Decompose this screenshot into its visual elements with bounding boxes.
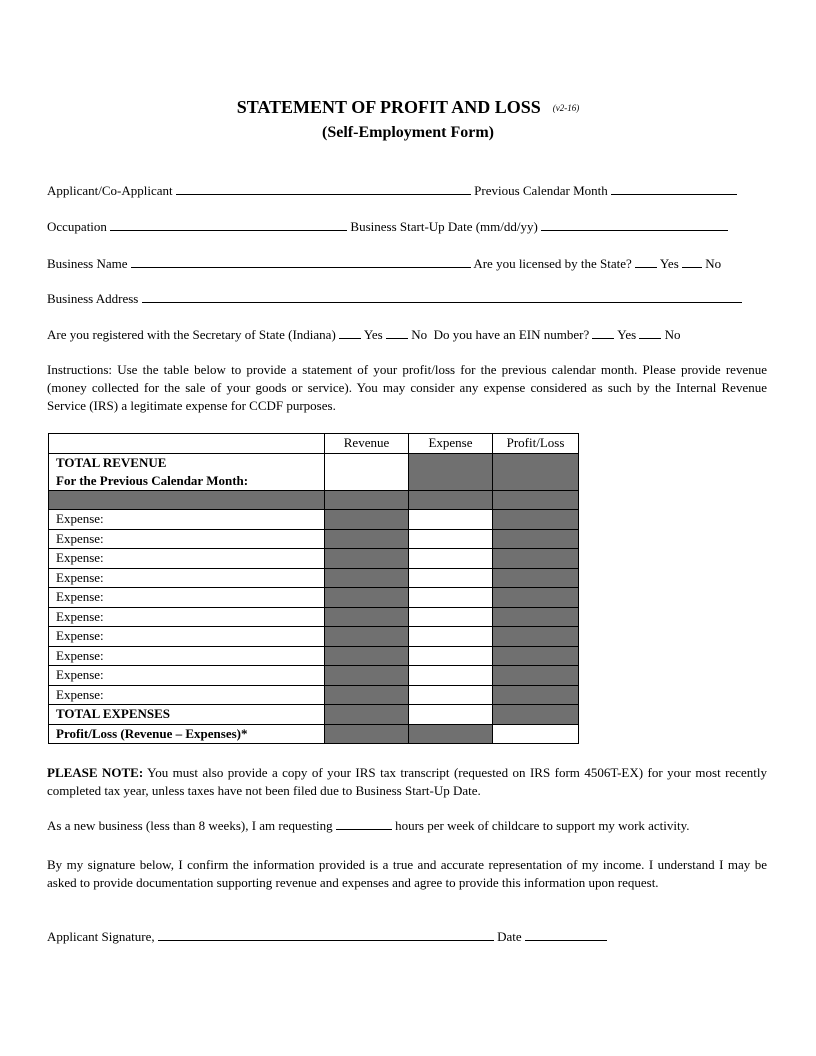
ein-yes-blank[interactable]	[592, 326, 614, 339]
profit-loss-label: Profit/Loss (Revenue – Expenses)*	[49, 724, 325, 744]
new-business-line	[47, 817, 767, 835]
total-revenue-label	[49, 453, 325, 490]
registered-label: Are you registered with the Secretary of State (Indiana)	[47, 327, 336, 342]
business-address-row	[47, 290, 755, 307]
new-business-after: hours per week of childcare to support my work activity.	[395, 818, 690, 833]
shaded-cell	[493, 666, 579, 686]
expense-row	[49, 588, 579, 608]
expense-input[interactable]	[409, 627, 493, 647]
shaded-cell	[493, 588, 579, 608]
please-note-label: PLEASE NOTE:	[47, 765, 144, 780]
shaded-cell	[493, 510, 579, 530]
header-blank-cell	[49, 434, 325, 454]
licensed-yes: Yes	[659, 256, 679, 271]
registered-no: No	[411, 327, 428, 342]
occupation-field[interactable]	[110, 218, 347, 231]
registration-row	[47, 326, 755, 343]
expense-input[interactable]	[409, 549, 493, 569]
expense-row	[49, 607, 579, 627]
ein-yes: Yes	[617, 327, 637, 342]
profit-loss-input[interactable]	[493, 724, 579, 744]
shaded-cell	[325, 549, 409, 569]
please-note-text: You must also provide a copy of your IRS tax transcript (requested on IRS form 4506T-EX) for your most recently completed tax year, unless taxes have not been filed due to Business Start-Up Date.	[47, 765, 767, 798]
expense-row	[49, 627, 579, 647]
table-header-row	[49, 434, 579, 454]
form-version: (v2-16)	[552, 103, 580, 113]
business-name-label: Business Name	[47, 256, 128, 271]
total-revenue-input[interactable]	[325, 453, 409, 490]
business-name-row	[47, 255, 755, 272]
shaded-cell	[493, 490, 579, 510]
header-expense: Expense	[409, 434, 493, 454]
expense-row	[49, 529, 579, 549]
total-revenue-line2: For the Previous Calendar Month:	[56, 472, 249, 488]
expense-label: Expense:	[49, 627, 325, 647]
occupation-row	[47, 218, 755, 235]
business-name-field[interactable]	[131, 255, 471, 268]
prev-month-label: Previous Calendar Month	[474, 183, 608, 198]
shaded-cell	[493, 568, 579, 588]
expense-input[interactable]	[409, 588, 493, 608]
total-expenses-row	[49, 705, 579, 725]
expense-rows	[49, 510, 579, 705]
shaded-cell	[409, 724, 493, 744]
shaded-cell	[325, 510, 409, 530]
shaded-cell	[493, 627, 579, 647]
shaded-cell	[49, 490, 325, 510]
total-revenue-row	[49, 453, 579, 490]
expense-row	[49, 510, 579, 530]
expense-label: Expense:	[49, 666, 325, 686]
date-label: Date	[497, 929, 522, 944]
hours-field[interactable]	[336, 817, 392, 830]
date-field[interactable]	[525, 928, 607, 941]
expense-input[interactable]	[409, 666, 493, 686]
prev-month-field[interactable]	[611, 182, 737, 195]
shaded-cell	[493, 607, 579, 627]
expense-label: Expense:	[49, 549, 325, 569]
signature-field[interactable]	[158, 928, 494, 941]
expense-input[interactable]	[409, 529, 493, 549]
expense-label: Expense:	[49, 588, 325, 608]
expense-label: Expense:	[49, 685, 325, 705]
startup-date-label: Business Start-Up Date (mm/dd/yy)	[350, 219, 538, 234]
shaded-cell	[493, 646, 579, 666]
registered-no-blank[interactable]	[386, 326, 408, 339]
shaded-cell	[325, 666, 409, 686]
registered-yes: Yes	[363, 327, 383, 342]
registered-yes-blank[interactable]	[339, 326, 361, 339]
expense-input[interactable]	[409, 568, 493, 588]
shaded-cell	[493, 453, 579, 490]
instructions-text: Instructions: Use the table below to provide a statement of your profit/loss for the previous calendar month. Please provide revenue (money collected for the sale of your goods or service). You may consider any expense considered as such by the Internal Revenue Service (IRS) a legitimate expense for CCDF purposes.	[47, 362, 767, 413]
expense-row	[49, 646, 579, 666]
applicant-row	[47, 182, 755, 199]
shaded-cell	[325, 568, 409, 588]
shaded-cell	[325, 724, 409, 744]
signature-row	[47, 928, 755, 945]
ein-no-blank[interactable]	[639, 326, 661, 339]
expense-label: Expense:	[49, 568, 325, 588]
shaded-cell	[493, 529, 579, 549]
form-header	[0, 97, 816, 118]
shaded-cell	[409, 490, 493, 510]
applicant-field[interactable]	[176, 182, 471, 195]
licensed-yes-blank[interactable]	[635, 255, 657, 268]
applicant-label: Applicant/Co-Applicant	[47, 183, 173, 198]
profit-loss-table	[48, 433, 579, 744]
expense-row	[49, 666, 579, 686]
signature-label: Applicant Signature,	[47, 929, 155, 944]
header-profit-loss: Profit/Loss	[493, 434, 579, 454]
expense-row	[49, 685, 579, 705]
expense-label: Expense:	[49, 510, 325, 530]
expense-label: Expense:	[49, 607, 325, 627]
expense-input[interactable]	[409, 646, 493, 666]
new-business-before: As a new business (less than 8 weeks), I am requesting	[47, 818, 333, 833]
ein-label: Do you have an EIN number?	[433, 327, 590, 342]
licensed-no: No	[705, 256, 722, 271]
profit-loss-row	[49, 724, 579, 744]
total-expenses-label: TOTAL EXPENSES	[49, 705, 325, 725]
please-note	[47, 764, 767, 800]
expense-input[interactable]	[409, 607, 493, 627]
form-subtitle: (Self-Employment Form)	[322, 124, 494, 141]
form-title: STATEMENT OF PROFIT AND LOSS	[236, 97, 541, 117]
shaded-cell	[325, 607, 409, 627]
shaded-cell	[325, 490, 409, 510]
ein-no: No	[664, 327, 681, 342]
shaded-cell	[325, 588, 409, 608]
shaded-cell	[493, 705, 579, 725]
expense-input[interactable]	[409, 685, 493, 705]
licensed-no-blank[interactable]	[682, 255, 702, 268]
shaded-cell	[325, 685, 409, 705]
shaded-cell	[409, 453, 493, 490]
certification-text: By my signature below, I confirm the information provided is a true and accurate representation of my income. I understand I may be asked to provide documentation supporting revenue and expenses and agree to provide this information upon request.	[47, 857, 767, 890]
expense-row	[49, 549, 579, 569]
shaded-cell	[493, 685, 579, 705]
shaded-cell	[325, 705, 409, 725]
total-revenue-line1: TOTAL REVENUE	[56, 454, 167, 470]
shaded-cell	[493, 549, 579, 569]
startup-date-field[interactable]	[541, 218, 728, 231]
business-address-label: Business Address	[47, 291, 139, 306]
expense-label: Expense:	[49, 529, 325, 549]
shaded-cell	[325, 529, 409, 549]
header-revenue: Revenue	[325, 434, 409, 454]
occupation-label: Occupation	[47, 219, 107, 234]
expense-input[interactable]	[409, 510, 493, 530]
shaded-cell	[325, 627, 409, 647]
expense-label: Expense:	[49, 646, 325, 666]
shaded-cell	[325, 646, 409, 666]
expense-row	[49, 568, 579, 588]
total-expenses-input[interactable]	[409, 705, 493, 725]
licensed-label: Are you licensed by the State?	[473, 256, 632, 271]
business-address-field[interactable]	[142, 290, 742, 303]
separator-row	[49, 490, 579, 510]
